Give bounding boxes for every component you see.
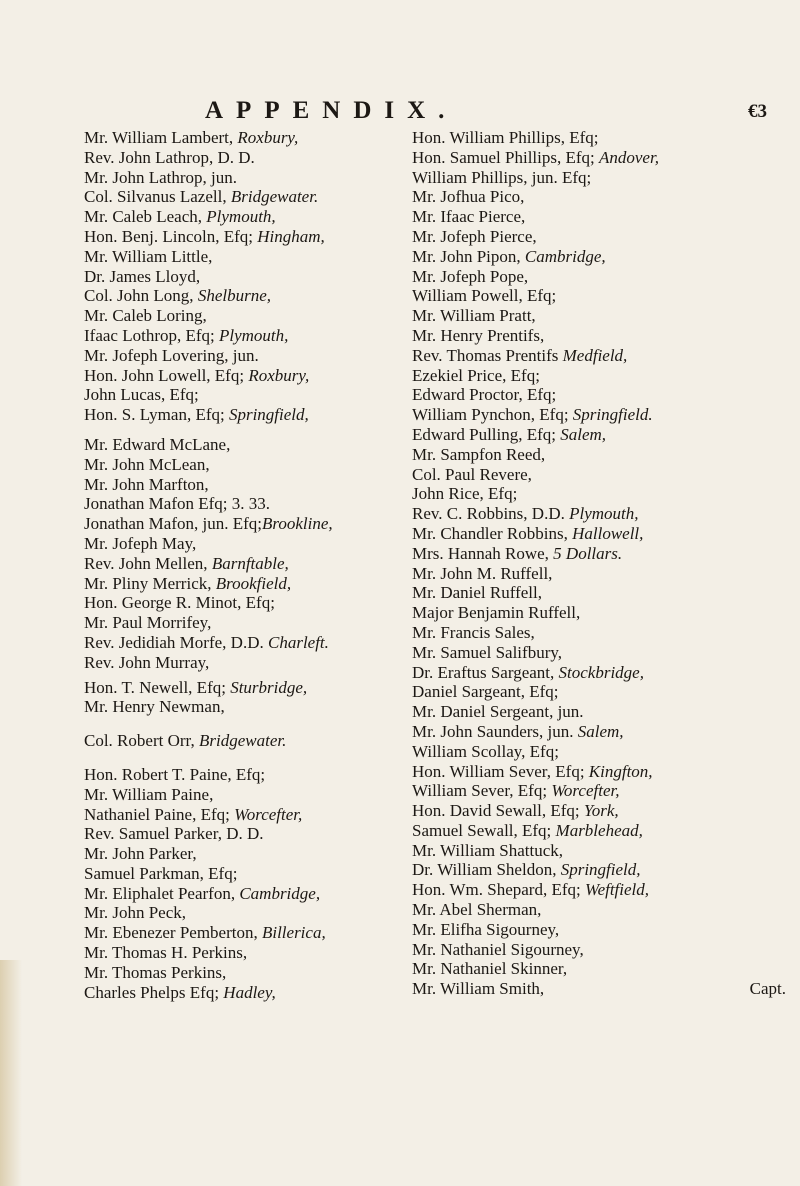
subscriber-entry (412, 425, 796, 445)
subscriber-entry (412, 267, 796, 287)
subscriber-entry (84, 494, 400, 514)
subscriber-name: Mr. John Parker, (84, 844, 197, 864)
subscriber-entry (412, 762, 796, 782)
page-title: APPENDIX. (205, 97, 458, 124)
page-edge-stain (0, 960, 22, 1186)
subscriber-entry (84, 653, 400, 673)
subscriber-name: Mr. Elifha Sigourney, (412, 919, 560, 939)
subscriber-place: Hadley, (223, 982, 276, 1002)
subscriber-name: Mr. Edward McLane, (84, 434, 231, 454)
subscriber-entry (84, 678, 400, 698)
subscriber-name: Mr. Jofhua Pico, (412, 187, 525, 207)
subscriber-place: Salem, (560, 424, 607, 444)
subscriber-name: Col. Silvanus Lazell, (84, 187, 231, 207)
subscriber-name: Hon. William Sever, Efq; (412, 761, 589, 781)
subscriber-name: Mr. Chandler Robbins, (412, 523, 573, 543)
subscriber-entry (84, 884, 400, 904)
subscriber-entry (412, 227, 796, 247)
subscriber-name: Dr. William Sheldon, (412, 860, 561, 880)
subscriber-entry (412, 940, 796, 960)
subscriber-place: Cambridge, (524, 246, 606, 266)
subscriber-name: Jonathan Mafon, jun. Efq; (84, 514, 262, 534)
subscriber-name: Hon. George R. Minot, Efq; (84, 593, 275, 613)
subscriber-entry (84, 326, 400, 346)
subscriber-name: Hon. Benj. Lincoln, Efq; (84, 226, 258, 246)
right-subscriber-column (412, 128, 796, 999)
subscriber-place: 5 Dollars. (553, 543, 623, 563)
subscriber-place: Sturbridge, (230, 677, 308, 697)
subscriber-name: Mr. William Smith, (412, 979, 545, 999)
subscriber-entry (84, 187, 400, 207)
subscriber-place: Plymouth, (569, 504, 639, 524)
subscriber-name: Mr. Pliny Merrick, (84, 573, 216, 593)
subscriber-name: Mr. John Peck, (84, 903, 186, 923)
left-subscriber-column (84, 128, 400, 1002)
subscriber-entry (412, 841, 796, 861)
subscriber-entry (412, 544, 796, 564)
subscriber-place: Cambridge, (239, 883, 321, 903)
subscriber-name: Hon. Samuel Phillips, Efq; (412, 147, 599, 167)
subscriber-place: Roxbury, (237, 128, 299, 147)
subscriber-entry (84, 385, 400, 405)
subscriber-name: Hon. Wm. Shepard, Efq; (412, 880, 585, 900)
subscriber-entry (412, 781, 796, 801)
subscriber-entry (412, 524, 796, 544)
subscriber-name: William Powell, Efq; (412, 286, 557, 306)
subscriber-name: Mr. Jofeph May, (84, 533, 197, 553)
subscriber-name: Hon. Robert T. Paine, Efq; (84, 764, 266, 784)
subscriber-name: Mr. William Shattuck, (412, 840, 564, 860)
subscriber-name: Mr. Paul Morrifey, (84, 613, 212, 633)
subscriber-entry (84, 534, 400, 554)
subscriber-name: Edward Proctor, Efq; (412, 385, 557, 405)
subscriber-name: Hon. T. Newell, Efq; (84, 677, 231, 697)
subscriber-entry (84, 286, 400, 306)
subscriber-place: Salem, (577, 721, 624, 741)
subscriber-entry (84, 554, 400, 574)
subscriber-name: William Pynchon, Efq; (412, 405, 573, 425)
subscriber-name: Hon. S. Lyman, Efq; (84, 405, 229, 425)
subscriber-name: Mr. John Saunders, jun. (412, 721, 578, 741)
subscriber-place: Marblehead, (555, 820, 643, 840)
subscriber-entry (412, 564, 796, 584)
subscriber-name: William Sever, Efq; (412, 781, 552, 801)
subscriber-name: Mr. Abel Sherman, (412, 900, 542, 920)
subscriber-name: Mr. Nathaniel Sigourney, (412, 939, 584, 959)
subscriber-entry (412, 603, 796, 623)
subscriber-name: Mr. Caleb Loring, (84, 306, 207, 326)
subscriber-place: Weftfield, (584, 880, 650, 900)
subscriber-name: Mr. Ebenezer Pemberton, (84, 923, 262, 943)
subscriber-name: Mr. Nathaniel Skinner, (412, 959, 568, 979)
subscriber-name: Mr. John Pipon, (412, 246, 525, 266)
subscriber-place: Charleft. (267, 632, 329, 652)
subscriber-name: Mr. Samuel Salifbury, (412, 642, 562, 662)
subscriber-entry (412, 880, 796, 900)
subscriber-name: Mr. John McLean, (84, 454, 210, 474)
subscriber-entry (84, 346, 400, 366)
subscriber-place: York, (583, 801, 619, 821)
subscriber-name: Rev. Thomas Prentifs (412, 345, 563, 365)
subscriber-name: Mr. Thomas Perkins, (84, 962, 227, 982)
running-header (0, 97, 800, 129)
subscriber-entry (84, 168, 400, 188)
subscriber-name: Dr. James Lloyd, (84, 266, 201, 286)
subscriber-place: Andover, (599, 147, 659, 167)
subscriber-entry (84, 455, 400, 475)
subscriber-place: Worcefter, (234, 804, 303, 824)
subscriber-entry (412, 385, 796, 405)
subscriber-name: Mr. William Lambert, (84, 128, 238, 147)
subscriber-entry (84, 805, 400, 825)
subscriber-entry (412, 821, 796, 841)
subscriber-name: Mr. Sampfon Reed, (412, 444, 546, 464)
subscriber-entry (84, 633, 400, 653)
subscriber-name: Rev. C. Robbins, D.D. (412, 504, 570, 524)
subscriber-entry (412, 504, 796, 524)
subscriber-name: Col. John Long, (84, 286, 198, 306)
subscriber-entry (412, 326, 796, 346)
subscriber-entry (412, 306, 796, 326)
subscriber-name: John Lucas, Efq; (84, 385, 199, 405)
subscriber-name: Mr. Francis Sales, (412, 622, 535, 642)
subscriber-place: Shelburne, (197, 286, 271, 306)
subscriber-entry (412, 128, 796, 148)
subscriber-name: Mr. William Paine, (84, 784, 214, 804)
subscriber-name: Mr. Henry Prentifs, (412, 325, 545, 345)
subscriber-name: Major Benjamin Ruffell, (412, 603, 581, 623)
subscriber-place: Springfield. (572, 405, 653, 425)
subscriber-entry (412, 900, 796, 920)
subscriber-entry (84, 405, 400, 425)
catchword: Capt. (749, 979, 786, 999)
subscriber-name: Mr. Eliphalet Pearfon, (84, 883, 240, 903)
subscriber-name: Mr. Daniel Sergeant, jun. (412, 702, 584, 722)
subscriber-place: Hallowell, (572, 523, 644, 543)
subscriber-name: Samuel Parkman, Efq; (84, 863, 238, 883)
subscriber-name: Rev. Jedidiah Morfe, D.D. (84, 632, 268, 652)
subscriber-place: Barnftable, (211, 553, 289, 573)
subscriber-name: Hon. David Sewall, Efq; (412, 801, 584, 821)
subscriber-entry (412, 979, 796, 999)
subscriber-name: Rev. John Mellen, (84, 553, 212, 573)
subscriber-name: Mr. Jofeph Pope, (412, 266, 529, 286)
subscriber-name: Ifaac Lothrop, Efq; (84, 325, 219, 345)
subscriber-name: Mr. Caleb Leach, (84, 207, 207, 227)
subscriber-entry (84, 366, 400, 386)
subscriber-entry (412, 959, 796, 979)
subscriber-entry (412, 445, 796, 465)
subscriber-name: Mr. John M. Ruffell, (412, 563, 553, 583)
subscriber-entry (84, 514, 400, 534)
subscriber-place: Plymouth, (219, 325, 289, 345)
subscriber-entry (412, 722, 796, 742)
subscriber-name: Jonathan Mafon Efq; 3. 33. (84, 494, 271, 514)
subscriber-place: Hingham, (257, 226, 325, 246)
subscriber-name: Mr. John Marfton, (84, 474, 209, 494)
page-number: €3 (748, 101, 767, 122)
subscriber-entry (412, 405, 796, 425)
subscriber-name: Mr. Thomas H. Perkins, (84, 943, 248, 963)
subscriber-entry (412, 643, 796, 663)
subscriber-entry (84, 475, 400, 495)
subscriber-name: William Scollay, Efq; (412, 741, 559, 761)
subscriber-entry (84, 267, 400, 287)
subscriber-place: Springfield, (560, 860, 641, 880)
subscriber-entry (84, 593, 400, 613)
subscriber-place: Stockbridge, (558, 662, 644, 682)
subscriber-place: Brookline, (262, 514, 333, 534)
subscriber-name: Ezekiel Price, Efq; (412, 365, 540, 385)
subscriber-place: Medfield, (562, 345, 628, 365)
subscriber-entry (412, 207, 796, 227)
subscriber-place: Roxbury, (248, 365, 310, 385)
subscriber-entry (412, 247, 796, 267)
subscriber-entry (84, 765, 400, 785)
subscriber-name: Mr. Jofeph Pierce, (412, 226, 537, 246)
subscriber-entry (84, 207, 400, 227)
subscriber-entry (412, 484, 796, 504)
subscriber-entry (84, 227, 400, 247)
subscriber-name: Hon. John Lowell, Efq; (84, 365, 249, 385)
subscriber-entry (84, 983, 400, 1003)
subscriber-entry (412, 801, 796, 821)
subscriber-name: Mr. Henry Newman, (84, 697, 225, 717)
subscriber-place: Worcefter, (551, 781, 620, 801)
subscriber-entry (412, 682, 796, 702)
subscriber-name: Mr. William Little, (84, 246, 213, 266)
subscriber-entry (84, 943, 400, 963)
subscriber-entry (84, 128, 400, 148)
subscriber-entry (412, 742, 796, 762)
subscriber-name: Rev. John Lathrop, D. D. (84, 147, 255, 167)
subscriber-entry (412, 168, 796, 188)
subscriber-name: Mr. Jofeph Lovering, jun. (84, 345, 259, 365)
subscriber-name: Col. Robert Orr, (84, 731, 199, 751)
subscriber-place: Kingfton, (588, 761, 653, 781)
subscriber-entry (84, 148, 400, 168)
subscriber-entry (84, 923, 400, 943)
subscriber-name: John Rice, Efq; (412, 484, 518, 504)
subscriber-name: Nathaniel Paine, Efq; (84, 804, 235, 824)
subscriber-entry (84, 435, 400, 455)
subscriber-name: Charles Phelps Efq; (84, 982, 224, 1002)
subscriber-name: Mr. Ifaac Pierce, (412, 207, 526, 227)
subscriber-entry (84, 306, 400, 326)
subscriber-entry (412, 920, 796, 940)
subscriber-place: Plymouth, (206, 207, 276, 227)
subscriber-name: Col. Paul Revere, (412, 464, 532, 484)
subscriber-entry (84, 247, 400, 267)
subscriber-place: Billerica, (261, 923, 326, 943)
subscriber-entry (84, 574, 400, 594)
subscriber-place: Bridgewater. (199, 731, 287, 751)
subscriber-name: Dr. Eraftus Sargeant, (412, 662, 559, 682)
subscriber-entry (412, 187, 796, 207)
subscriber-place: Brookfield, (215, 573, 292, 593)
subscriber-entry (412, 465, 796, 485)
subscriber-place: Springfield, (228, 405, 309, 425)
subscriber-entry (412, 148, 796, 168)
subscriber-name: Mr. Daniel Ruffell, (412, 583, 542, 603)
subscriber-entry (412, 366, 796, 386)
subscriber-entry (84, 864, 400, 884)
subscriber-name: Hon. William Phillips, Efq; (412, 128, 599, 147)
subscriber-name: Edward Pulling, Efq; (412, 424, 561, 444)
subscriber-name: Samuel Sewall, Efq; (412, 820, 556, 840)
subscriber-name: Mr. John Lathrop, jun. (84, 167, 237, 187)
subscriber-place: Bridgewater. (230, 187, 319, 207)
subscriber-name: Mrs. Hannah Rowe, (412, 543, 554, 563)
subscriber-entry (412, 583, 796, 603)
subscriber-name: Mr. William Pratt, (412, 306, 536, 326)
subscriber-entry (84, 613, 400, 633)
subscriber-entry (84, 903, 400, 923)
subscriber-entry (412, 860, 796, 880)
subscriber-entry (84, 844, 400, 864)
subscriber-entry (84, 697, 400, 717)
subscriber-entry (412, 286, 796, 306)
subscriber-entry (84, 824, 400, 844)
subscriber-entry (84, 963, 400, 983)
subscriber-entry (412, 346, 796, 366)
subscriber-entry (412, 702, 796, 722)
subscriber-entry (84, 785, 400, 805)
subscriber-name: Rev. John Murray, (84, 652, 210, 672)
subscriber-entry (412, 663, 796, 683)
subscriber-name: Rev. Samuel Parker, D. D. (84, 824, 264, 844)
subscriber-name: Daniel Sargeant, Efq; (412, 682, 559, 702)
subscriber-entry (84, 731, 400, 751)
subscriber-entry (412, 623, 796, 643)
subscriber-name: William Phillips, jun. Efq; (412, 167, 592, 187)
